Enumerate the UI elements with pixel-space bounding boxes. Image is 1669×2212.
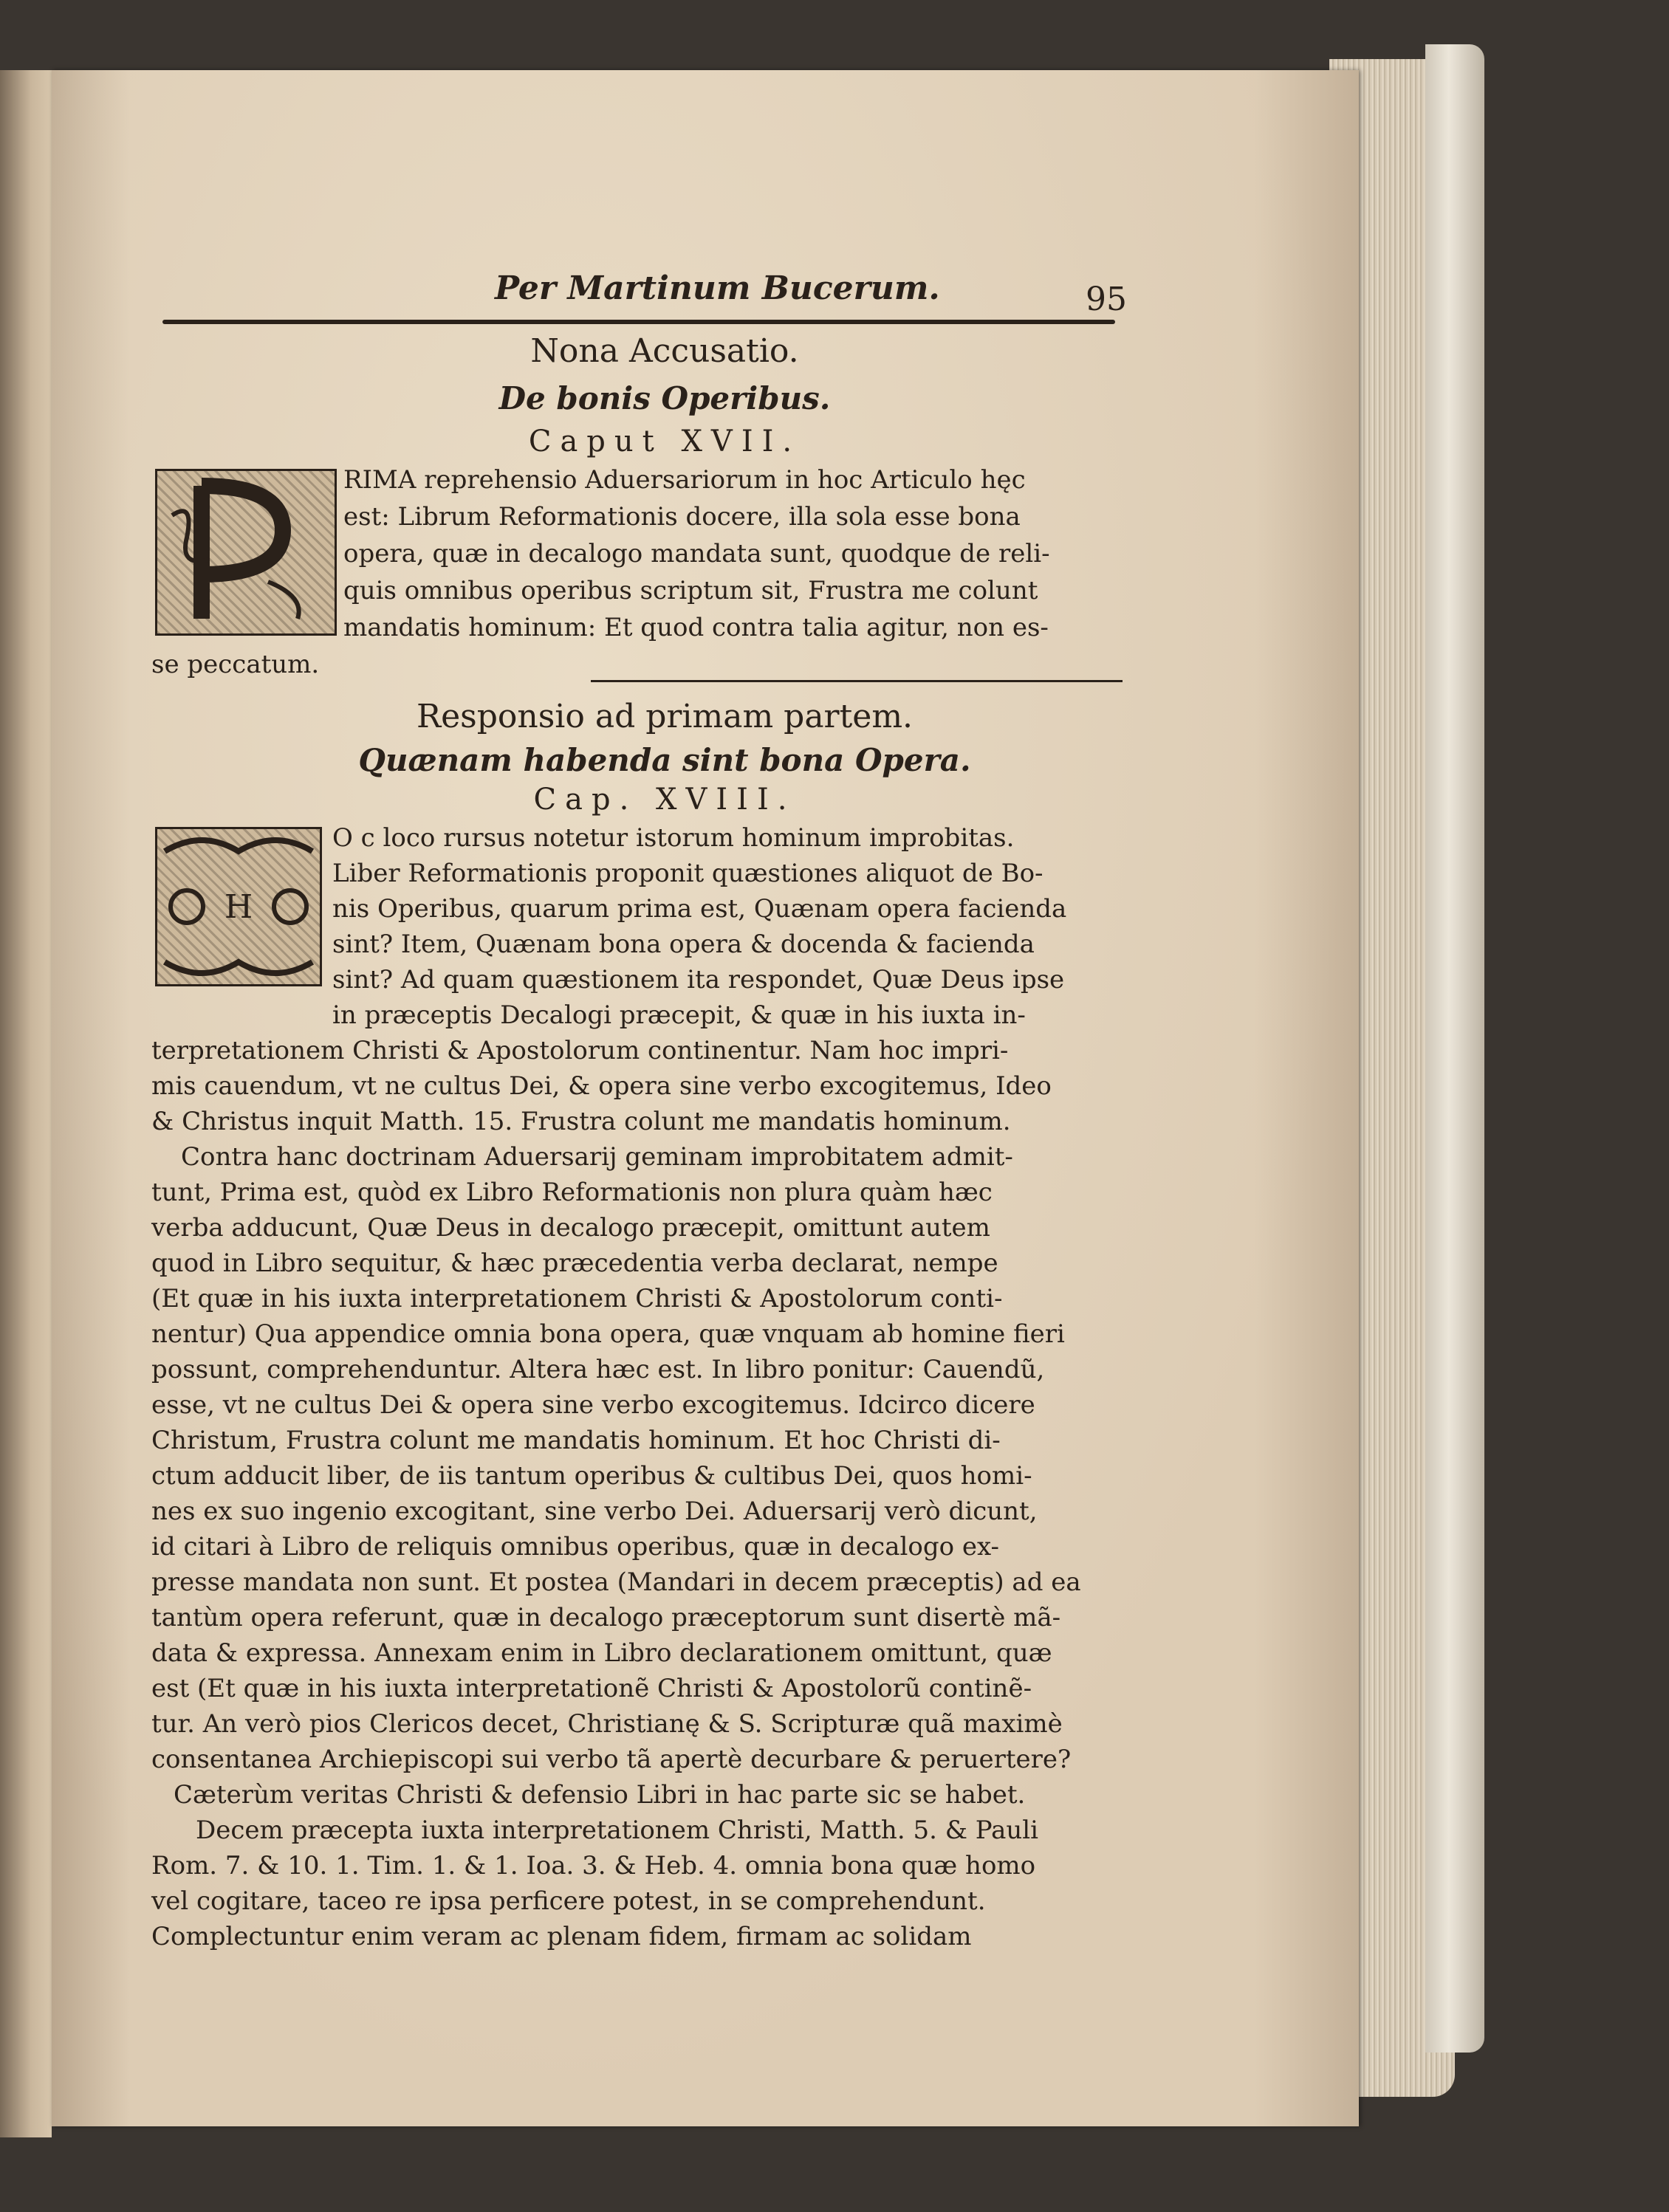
section2-line: id citari à Libro de reliquis omnibus operibus, quæ in decalogo ex- [151, 1532, 1000, 1562]
section1-line: est: Librum Reformationis docere, illa sola esse bona [343, 502, 1021, 532]
section2-line: & Christus inquit Matth. 15. Frustra colunt me mandatis hominum. [151, 1107, 1011, 1136]
section2-line: data & expressa. Annexam enim in Libro declarationem omittunt, quæ [151, 1638, 1052, 1668]
left-page-edge [0, 70, 52, 2137]
section2-line: Liber Reformationis proponit quæstiones aliquot de Bo- [332, 859, 1043, 888]
book-cover-edge [1425, 44, 1484, 2053]
section2-line: nentur) Qua appendice omnia bona opera, quæ vnquam ab homine fieri [151, 1319, 1065, 1349]
section1-line: se peccatum. [151, 650, 320, 679]
drop-cap-h [155, 827, 322, 986]
section1-chapter: Caput XVII. [528, 425, 801, 458]
section1-line: opera, quæ in decalogo mandata sunt, quodque de reli- [343, 539, 1050, 569]
section2-line: quod in Libro sequitur, & hæc præcedentia verba declarat, nempe [151, 1248, 998, 1278]
section2-line: sint? Item, Quænam bona opera & docenda & facienda [332, 930, 1035, 959]
drop-cap-letter: H [224, 887, 253, 926]
section2-line: Cæterùm veritas Christi & defensio Libri in hac parte sic se habet. [174, 1780, 1026, 1810]
section2-line: Rom. 7. & 10. 1. Tim. 1. & 1. Ioa. 3. & Heb. 4. omnia bona quæ homo [151, 1851, 1036, 1880]
section2-line: in præceptis Decalogi præcepit, & quæ in his iuxta in- [332, 1000, 1026, 1030]
section2-title: Responsio ad primam partem. [416, 698, 914, 735]
drop-cap-p [155, 469, 337, 636]
section1-line: quis omnibus operibus scriptum sit, Frustra me colunt [343, 576, 1038, 605]
section2-line: (Et quæ in his iuxta interpretationem Christi & Apostolorum conti- [151, 1284, 1003, 1313]
section2-line: mis cauendum, vt ne cultus Dei, & opera sine verbo excogitemus, Ideo [151, 1071, 1052, 1101]
section-divider [591, 680, 1123, 682]
section2-line: sint? Ad quam quæstionem ita respondet, Quæ Deus ipse [332, 965, 1065, 995]
section2-line: est (Et quæ in his iuxta interpretationẽ Christi & Apostolorũ continẽ- [151, 1674, 1032, 1703]
section2-line: nis Operibus, quarum prima est, Quænam opera facienda [332, 894, 1067, 924]
header-rule [162, 320, 1115, 324]
section1-line: mandatis hominum: Et quod contra talia agitur, non es- [343, 613, 1049, 642]
section2-line: ctum adducit liber, de iis tantum operibus & cultibus Dei, quos homi- [151, 1461, 1032, 1491]
ornament-icon [157, 471, 335, 633]
section2-line: Complectuntur enim veram ac plenam fidem, firmam ac solidam [151, 1922, 972, 1951]
section2-line: Christum, Frustra colunt me mandatis hominum. Et hoc Christi di- [151, 1426, 1001, 1455]
section1-subtitle: De bonis Operibus. [498, 380, 831, 416]
section2-line: tunt, Prima est, quòd ex Libro Reformationis non plura quàm hæc [151, 1178, 993, 1207]
section2-line: consentanea Archiepiscopi sui verbo tã apertè decurbare & peruertere? [151, 1745, 1072, 1774]
section2-line: possunt, comprehenduntur. Altera hæc est. In libro ponitur: Cauendũ, [151, 1355, 1045, 1384]
section1-title: Nona Accusatio. [530, 332, 799, 370]
section2-chapter: Cap. XVIII. [533, 783, 796, 817]
section2-line: terpretationem Christi & Apostolorum continentur. Nam hoc impri- [151, 1036, 1009, 1065]
section2-line: esse, vt ne cultus Dei & opera sine verbo excogitemus. Idcirco dicere [151, 1390, 1035, 1420]
section2-line: vel cogitare, taceo re ipsa perficere potest, in se comprehendunt. [151, 1886, 986, 1916]
section2-line: nes ex suo ingenio excogitant, sine verbo Dei. Aduersarij verò dicunt, [151, 1497, 1038, 1526]
section1-line: RIMA reprehensio Aduersariorum in hoc Articulo hęc [343, 465, 1026, 495]
section2-subtitle: Quænam habenda sint bona Opera. [358, 742, 971, 778]
section2-line: Decem præcepta iuxta interpretationem Christi, Matth. 5. & Pauli [196, 1816, 1039, 1845]
section2-line: tur. An verò pios Clericos decet, Christianę & S. Scripturæ quã maximè [151, 1709, 1063, 1739]
page [52, 70, 1359, 2126]
running-head: Per Martinum Bucerum. [495, 269, 940, 307]
section2-line: Contra hanc doctrinam Aduersarij geminam improbitatem admit- [181, 1142, 1013, 1172]
page-number: 95 [1086, 281, 1127, 318]
section2-line: O c loco rursus notetur istorum hominum improbitas. [332, 823, 1015, 853]
section2-line: verba adducunt, Quæ Deus in decalogo præcepit, omittunt autem [151, 1213, 990, 1243]
section2-line: presse mandata non sunt. Et postea (Mandari in decem præceptis) ad ea [151, 1567, 1081, 1597]
section2-line: tantùm opera referunt, quæ in decalogo præceptorum sunt disertè mã- [151, 1603, 1061, 1632]
